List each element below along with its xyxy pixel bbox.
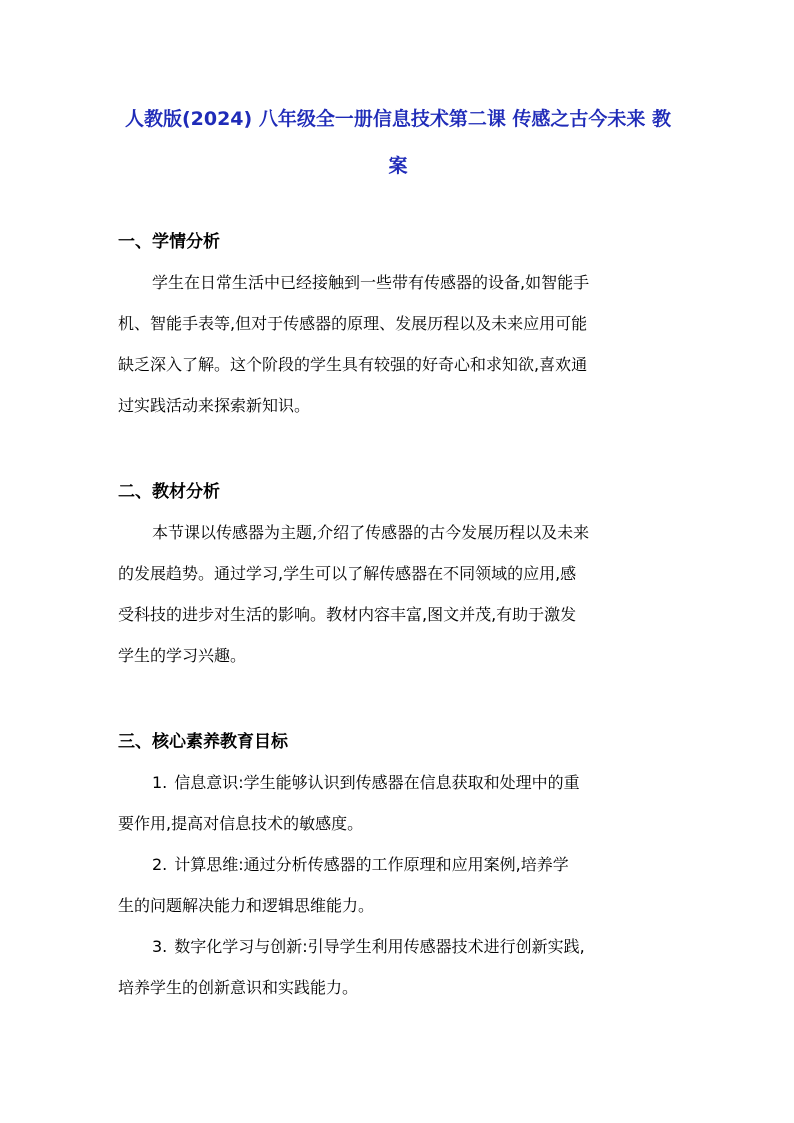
document-title-line-1: 人教版(2024) 八年级全一册信息技术第二课 传感之古今未来 教 bbox=[124, 108, 672, 130]
list-item-text: 信息意识:学生能够认识到传感器在信息获取和处理中的重 bbox=[174, 773, 580, 792]
paragraph-line: 本节课以传感器为主题,介绍了传感器的古今发展历程以及未来 bbox=[152, 523, 590, 542]
paragraph-line: 的发展趋势。通过学习,学生可以了解传感器在不同领域的应用,感 bbox=[118, 564, 577, 583]
list-item-text-continued: 培养学生的创新意识和实践能力。 bbox=[118, 978, 359, 997]
section-heading-textbook-analysis: 二、教材分析 bbox=[118, 482, 220, 502]
document-title bbox=[118, 96, 678, 190]
list-item-text-continued: 生的问题解决能力和逻辑思维能力。 bbox=[118, 896, 375, 915]
paragraph-line: 学生的学习兴趣。 bbox=[118, 646, 247, 665]
section-paragraph-textbook-analysis bbox=[118, 512, 678, 676]
list-item bbox=[118, 762, 678, 844]
list-item-number: 3. bbox=[152, 937, 168, 956]
list-item-text-continued: 要作用,提高对信息技术的敏感度。 bbox=[118, 814, 364, 833]
section-heading-learner-analysis: 一、学情分析 bbox=[118, 232, 220, 252]
paragraph-line: 缺乏深入了解。这个阶段的学生具有较强的好奇心和求知欲,喜欢通 bbox=[118, 355, 588, 374]
list-item bbox=[118, 926, 678, 1008]
paragraph-line: 过实践活动来探索新知识。 bbox=[118, 396, 311, 415]
paragraph-line: 学生在日常生活中已经接触到一些带有传感器的设备,如智能手 bbox=[152, 273, 590, 292]
paragraph-line: 受科技的进步对生活的影响。教材内容丰富,图文并茂,有助于激发 bbox=[118, 605, 577, 624]
goals-list bbox=[118, 762, 678, 1008]
document-title-line-2: 案 bbox=[388, 155, 408, 177]
list-item-text: 数字化学习与创新:引导学生利用传感器技术进行创新实践, bbox=[174, 937, 585, 956]
paragraph-line: 机、智能手表等,但对于传感器的原理、发展历程以及未来应用可能 bbox=[118, 314, 588, 333]
list-item bbox=[118, 844, 678, 926]
list-item-number: 1. bbox=[152, 773, 168, 792]
section-paragraph-learner-analysis bbox=[118, 262, 678, 426]
list-item-number: 2. bbox=[152, 855, 168, 874]
list-item-text: 计算思维:通过分析传感器的工作原理和应用案例,培养学 bbox=[174, 855, 569, 874]
section-heading-core-literacy-goals: 三、核心素养教育目标 bbox=[118, 732, 288, 752]
